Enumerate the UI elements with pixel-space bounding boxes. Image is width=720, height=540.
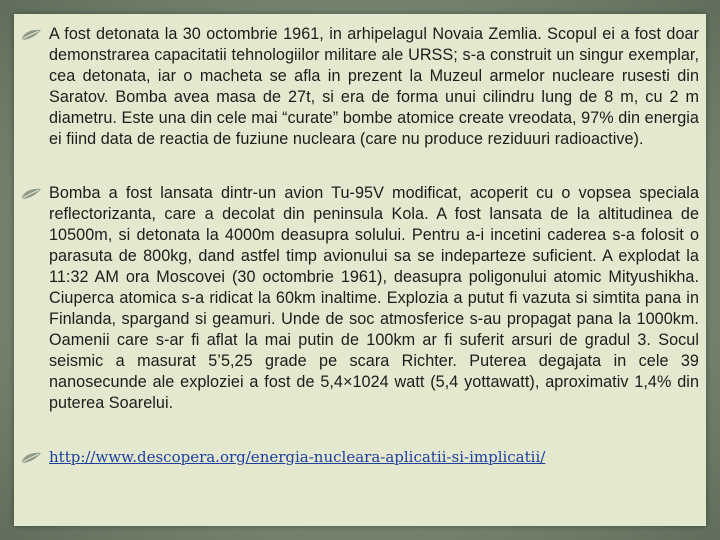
leaf-bullet-icon (20, 28, 42, 42)
paragraph-detonation: A fost detonata la 30 octombrie 1961, in arhipelagul Novaia Zemlia. Scopul ei a fost doar demonstrarea capacitatii tehnologiilor militare ale URSS; s-a construit un singur exemplar, cea detonata, iar o macheta se afla in prezent la Muzeul armelor nucleare rusesti din Saratov. Bomba avea masa de 27t, si era de forma unui cilindru lung de 8 m, cu 2 m diametru. Este una din cele mai “curate” bombe atomice create vreodata, 97% din energia ei fiind data de reactia de fuziune nucleara (care nu produce reziduuri radioactive). (49, 25, 699, 148)
source-link[interactable]: http://www.descopera.org/energia-nucleara-aplicatii-si-implicatii/ (49, 448, 546, 466)
leaf-bullet-icon (20, 451, 42, 465)
slide-panel (14, 14, 706, 526)
leaf-bullet-icon (20, 187, 42, 201)
paragraph-launch: Bomba a fost lansata dintr-un avion Tu-95V modificat, acoperit cu o vopsea speciala reflectorizanta, care a decolat din peninsula Kola. A fost lansata de la altitudinea de 10500m, si detonata la 4000m deasupra solului. Pentru a-i incetini caderea s-a folosit o parasuta de 800kg, dand astfel timp avionului sa se indeparteze suficient. A explodat la 11:32 AM ora Moscovei (30 octombrie 1961), deasupra poligonului atomic Mityushikha. Ciuperca atomica s-a ridicat la 60km inaltime. Explozia a putut fi vazuta si simtita pana in Finlanda, spargand si geamuri. Unde de soc atmosferice s-au propagat pana la 1000km. Oamenii care s-ar fi aflat la mai putin de 100km ar fi suferit arsuri de gradul 3. Socul seismic a masurat 5’5,25 grade pe scara Richter. Puterea degajata in cele 39 nanosecunde ale exploziei a fost de 5,4×1024 watt (5,4 yottawatt), aproximativ 1,4% din puterea Soarelui. (49, 184, 699, 412)
